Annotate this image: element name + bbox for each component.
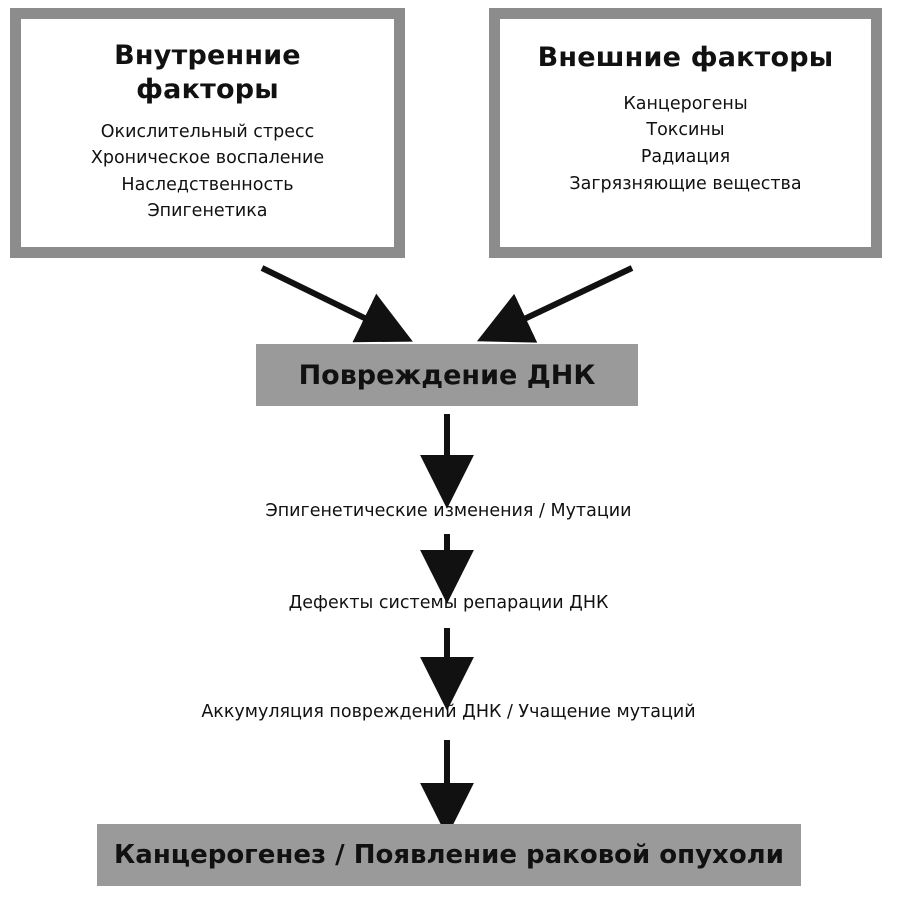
internal-factors-box [10, 8, 405, 258]
external-factors-title: Внешние факторы [537, 42, 834, 73]
arrow-internal-to-dna [262, 268, 387, 329]
step-damage-accumulation: Аккумуляция повреждений ДНК / Учащение мутаций [201, 702, 696, 722]
dna-damage-banner: Повреждение ДНК [256, 344, 638, 406]
carcinogenesis-banner: Канцерогенез / Появление раковой опухоли [97, 824, 801, 886]
list-item: Хроническое воспаление [90, 148, 325, 169]
list-item: Канцерогены [623, 93, 748, 114]
list-item: Токсины [646, 120, 725, 141]
external-factors-box [489, 8, 882, 258]
list-item: Окислительный стресс [100, 121, 315, 142]
list-item: Эпигенетика [147, 201, 268, 222]
internal-factors-title: Внутренние факторы [114, 40, 301, 105]
step-epigenetic-changes: Эпигенетические изменения / Мутации [265, 501, 632, 521]
list-item: Радиация [640, 146, 731, 167]
external-factors-list [569, 91, 801, 197]
internal-factors-list [91, 119, 324, 225]
step-repair-defects: Дефекты системы репарации ДНК [288, 593, 609, 613]
arrow-external-to-dna [503, 268, 632, 329]
list-item: Наследственность [121, 174, 294, 195]
list-item: Загрязняющие вещества [569, 173, 802, 194]
